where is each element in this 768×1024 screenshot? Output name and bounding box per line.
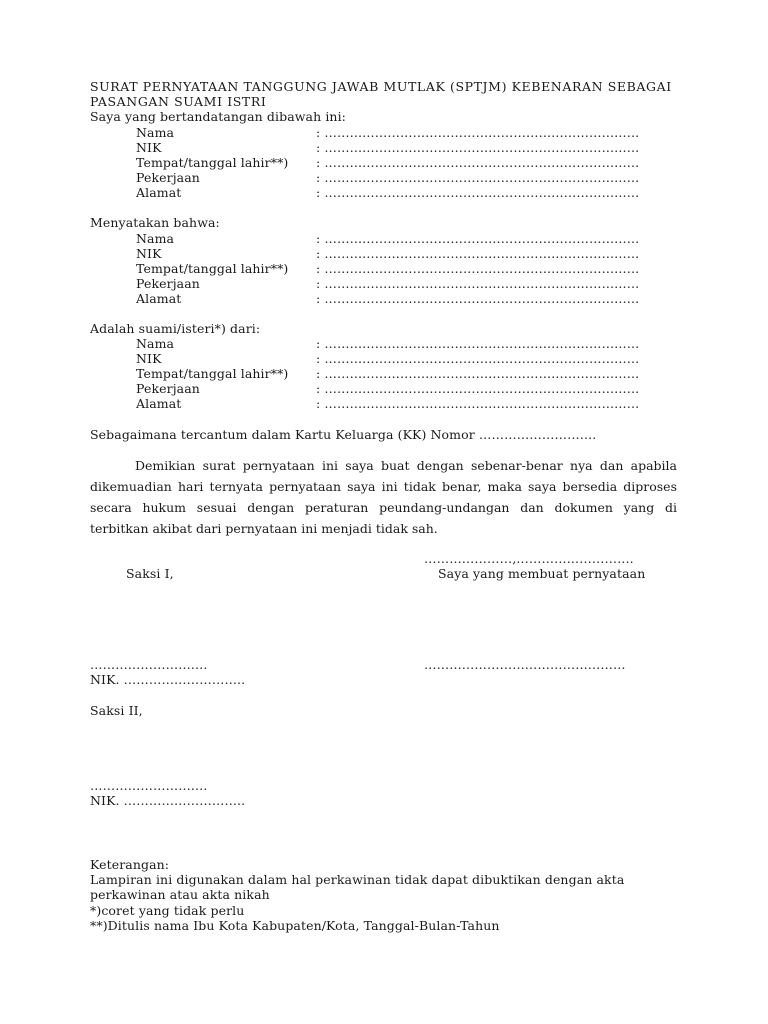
notes-heading: Keterangan: <box>90 857 170 872</box>
section2-value-nama: : ………………………………………………………………… <box>316 231 640 246</box>
section1-label-alamat: Alamat <box>136 185 182 200</box>
section1-label-nik: NIK <box>136 140 162 155</box>
section2-value-ttl: : ………………………………………………………………… <box>316 261 640 276</box>
section2-label-nik: NIK <box>136 246 162 261</box>
section2-value-nik: : ………………………………………………………………… <box>316 246 640 261</box>
section3-value-ttl: : ………………………………………………………………… <box>316 366 640 381</box>
section3-label-ttl: Tempat/tanggal lahir**) <box>136 366 289 381</box>
witness1-label: Saksi I, <box>126 566 174 581</box>
declarant-label: Saya yang membuat pernyataan <box>438 566 646 581</box>
section2-value-pekerjaan: : ………………………………………………………………… <box>316 276 640 291</box>
section1-label-ttl: Tempat/tanggal lahir**) <box>136 155 289 170</box>
section2-heading: Menyatakan bahwa: <box>90 215 220 230</box>
section3-value-alamat: : ………………………………………………………………… <box>316 396 640 411</box>
notes-line-4: **)Ditulis nama Ibu Kota Kabupaten/Kota, Tanggal-Bulan-Tahun <box>90 918 500 933</box>
witness1-signature-line: ………………………. <box>90 657 208 672</box>
section1-value-ttl: : ………………………………………………………………… <box>316 155 640 170</box>
witness2-signature-line: ………………………. <box>90 778 208 793</box>
section1-value-alamat: : ………………………………………………………………… <box>316 185 640 200</box>
section2-label-ttl: Tempat/tanggal lahir**) <box>136 261 289 276</box>
section2-value-alamat: : ………………………………………………………………… <box>316 291 640 306</box>
notes-line-3: *)coret yang tidak perlu <box>90 903 245 918</box>
document-title-line-1: SURAT PERNYATAAN TANGGUNG JAWAB MUTLAK (SPTJM) KEBENARAN SEBAGAI <box>90 79 672 94</box>
section3-value-pekerjaan: : ………………………………………………………………… <box>316 381 640 396</box>
section1-label-nama: Nama <box>136 125 175 140</box>
section1-value-nik: : ………………………………………………………………… <box>316 140 640 155</box>
section3-value-nama: : ………………………………………………………………… <box>316 336 640 351</box>
witness2-nik: NIK. ……………………….. <box>90 793 246 808</box>
section2-label-nama: Nama <box>136 231 175 246</box>
section1-value-pekerjaan: : ………………………………………………………………… <box>316 170 640 185</box>
section1-value-nama: : ………………………………………………………………… <box>316 125 640 140</box>
kk-number-line: Sebagaimana tercantum dalam Kartu Keluarga (KK) Nomor ………………………. <box>90 427 597 442</box>
place-date-line: …………………,………………………. <box>424 551 634 566</box>
section3-label-pekerjaan: Pekerjaan <box>136 381 200 396</box>
witness1-nik: NIK. ……………………….. <box>90 672 246 687</box>
section1-heading: Saya yang bertandatangan dibawah ini: <box>90 109 346 124</box>
section3-label-nik: NIK <box>136 351 162 366</box>
notes-line-1: Lampiran ini digunakan dalam hal perkawinan tidak dapat dibuktikan dengan akta <box>90 872 625 887</box>
section3-heading: Adalah suami/isteri*) dari: <box>90 321 261 336</box>
witness2-label: Saksi II, <box>90 703 143 718</box>
section2-label-alamat: Alamat <box>136 291 182 306</box>
statement-paragraph: Demikian surat pernyataan ini saya buat dengan sebenar-benar nya dan apabila dikemuadian hari ternyata pernyataan saya ini tidak benar, maka saya bersedia diproses secara hukum sesuai dengan peraturan peundang-undangan dan dokumen yang di terbitkan akibat dari pernyataan ini menjadi tidak sah. <box>90 458 677 536</box>
section2-label-pekerjaan: Pekerjaan <box>136 276 200 291</box>
declarant-signature-line: ………………………………………… <box>424 657 626 672</box>
notes-line-2: perkawinan atau akta nikah <box>90 887 270 902</box>
section3-value-nik: : ………………………………………………………………… <box>316 351 640 366</box>
document-title-line-2: PASANGAN SUAMI ISTRI <box>90 94 267 109</box>
section3-label-nama: Nama <box>136 336 175 351</box>
section1-label-pekerjaan: Pekerjaan <box>136 170 200 185</box>
section3-label-alamat: Alamat <box>136 396 182 411</box>
